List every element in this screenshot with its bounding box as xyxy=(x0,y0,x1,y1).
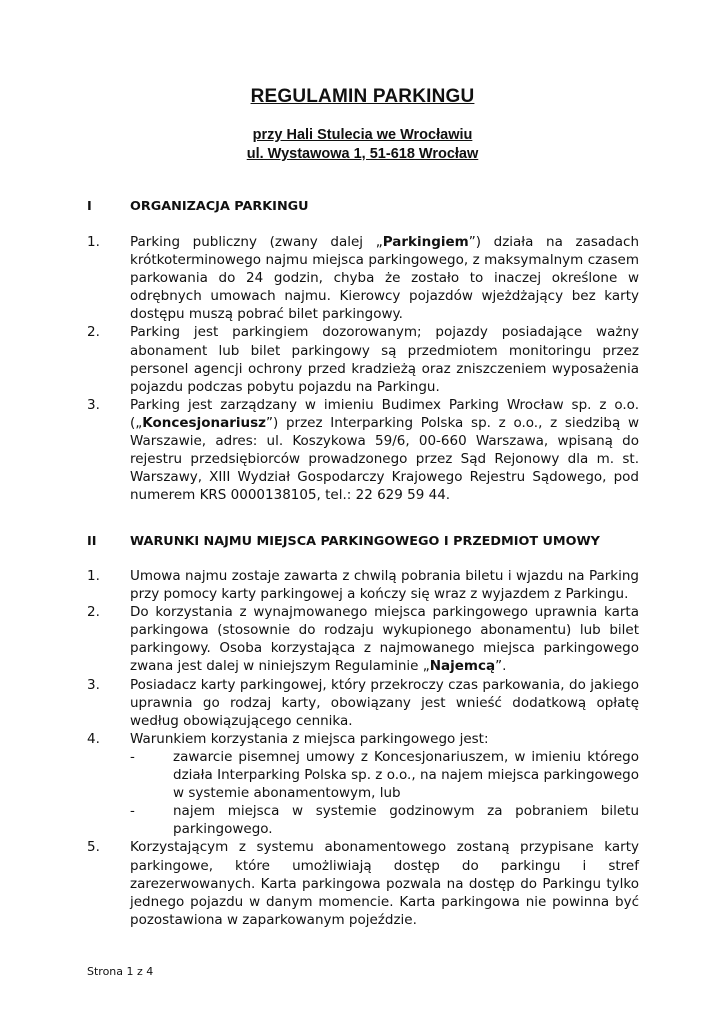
section-1-number: I xyxy=(87,199,92,214)
list-item xyxy=(87,233,639,323)
list-item xyxy=(87,323,639,395)
item-number: 2. xyxy=(87,324,100,341)
item-bold-term: Najemcą xyxy=(429,658,496,675)
item-text: Parking publiczny (zwany dalej „ xyxy=(130,234,383,250)
sub-item-text: najem miejsca w systemie godzinowym za pobraniem biletu parkingowego. xyxy=(173,803,639,838)
item-number: 1. xyxy=(87,234,100,250)
item-text: Do korzystania z wynajmowanego miejsca parkingowego uprawnia karta parkingowa (stosownie do rodzaju wykupionego abonamentu) lub bilet parkingowy. Osoba korzystająca z najmowanego miejsca parkingowego zwana jest dalej w niniejszym Regulaminie „ xyxy=(130,604,639,675)
item-text: Umowa najmu zostaje zawarta z chwilą pobrania biletu i wjazdu na Parking przy pomocy karty parkingowej a kończy się wraz z wyjazdem z Parkingu. xyxy=(130,568,639,603)
item-text: Parking jest zarządzany w imieniu Budimex Parking Wrocław sp. z o.o. („ xyxy=(130,396,639,431)
item-text: Parking jest parkingiem dozorowanym; pojazdy posiadające ważny abonament lub bilet parkingowy są przedmiotem monitoringu przez personel agencji ochrony przed kradzieżą oraz zniszczeniem wyposażenia pojazdu podczas pobytu pojazdu na Parkingu. xyxy=(130,324,639,395)
section-2-title: WARUNKI NAJMU MIEJSCA PARKINGOWEGO I PRZEDMIOT UMOWY xyxy=(130,534,600,549)
item-bold-term: Koncesjonariusz xyxy=(142,414,266,431)
item-number: 3. xyxy=(87,396,100,413)
list-item xyxy=(87,603,639,675)
item-number: 5. xyxy=(87,839,100,856)
subtitle-address: ul. Wystawowa 1, 51-618 Wrocław xyxy=(246,146,479,162)
sub-item-text: zawarcie pisemnej umowy z Koncesjonariuszem, w imieniu którego działa Interparking Polska sp. z o.o., na najem miejsca parkingowego w systemie abonamentowym, lub xyxy=(173,748,639,802)
list-item xyxy=(87,396,639,505)
item-text: Korzystającym z systemu abonamentowego zostaną przypisane karty parkingowe, które umożliwiają dostęp do parkingu i stref zarezerwowanych. Karta parkingowa pozwala na dostęp do Parkingu tylko jednego pojazdu w danym momencie. Karta parkingowa nie powinna być pozostawiona w zaparkowanym pojeździe. xyxy=(130,839,639,928)
item-text: ”) działa na zasadach krótkoterminowego najmu miejsca parkingowego, z maksymalnym czasem parkowania do 24 godzin, chyba że zostało to inaczej określone w odrębnych umowach najmu. Kierowcy pojazdów wjeżdżający bez karty dostępu muszą pobrać bilet parkingowy. xyxy=(130,234,639,323)
item-number: 4. xyxy=(87,730,100,747)
section-1-list xyxy=(87,233,639,504)
section-2-number: II xyxy=(87,534,97,549)
item-number: 1. xyxy=(87,568,100,584)
item-bold-term: Parkingiem xyxy=(382,234,469,250)
item-number: 2. xyxy=(87,604,100,621)
list-item xyxy=(87,730,639,839)
list-item xyxy=(87,567,639,603)
document-title: REGULAMIN PARKINGU xyxy=(250,86,475,107)
section-1-title: ORGANIZACJA PARKINGU xyxy=(130,199,309,214)
section-2-list xyxy=(87,567,639,929)
sub-item-dash: - xyxy=(130,748,135,765)
item-number: 3. xyxy=(87,676,100,693)
item-text: Posiadacz karty parkingowej, który przekroczy czas parkowania, do jakiego uprawnia go rodzaj karty, obowiązany jest wnieść dodatkową opłatę według obowiązującego cennika. xyxy=(130,676,639,729)
item-text: Warunkiem korzystania z miejsca parkingowego jest: xyxy=(130,730,489,747)
item-text: ”) przez Interparking Polska sp. z o.o., z siedzibą w Warszawie, adres: ul. Koszykowa 59/6, 00-660 Warszawa, wpisaną do rejestru przedsiębiorców prowadzonego przez Sąd Rejonowy dla m. st. Warszawy, XIII Wydział Gospodarczy Krajowego Rejestru Sądowego, pod numerem KRS 0000138105, tel.: 22 629 59 44. xyxy=(130,414,639,504)
list-item xyxy=(87,838,639,928)
list-item xyxy=(87,676,639,730)
sub-item xyxy=(130,748,639,802)
page-number-footer: Strona 1 z 4 xyxy=(87,965,154,978)
sub-item xyxy=(130,802,639,838)
sub-item-dash: - xyxy=(130,803,135,820)
item-text: ”. xyxy=(495,658,507,675)
subtitle-location: przy Hali Stulecia we Wrocławiu xyxy=(252,127,473,143)
